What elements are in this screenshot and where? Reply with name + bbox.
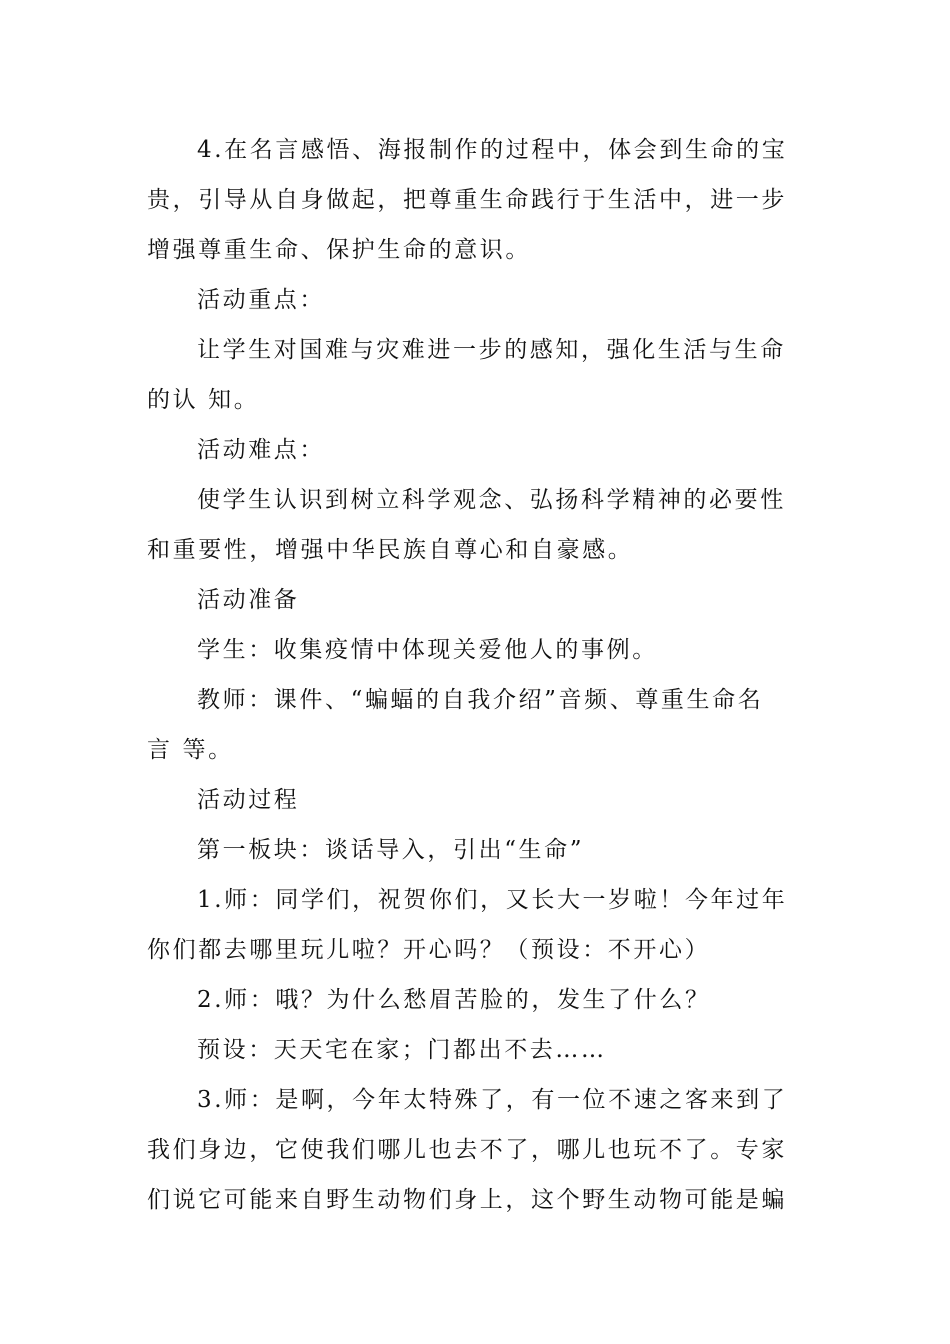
paragraph-teacher-prep-line-2: 言 等。: [147, 737, 234, 763]
paragraph-goal-4-line-2: 贵，引导从自身做起，把尊重生命践行于生活中，进一步: [147, 187, 787, 213]
paragraph-difficulties-line-2: 和重要性，增强中华民族自尊心和自豪感。: [147, 537, 634, 563]
paragraph-step-3-line-2: 我们身边，它使我们哪儿也去不了，哪儿也玩不了。专家: [147, 1137, 787, 1163]
paragraph-step-3-line-3: 们说它可能来自野生动物们身上，这个野生动物可能是蝙: [147, 1187, 787, 1213]
heading-key-points: 活动重点：: [197, 287, 325, 313]
paragraph-student-prep: 学生：收集疫情中体现关爱他人的事例。: [197, 637, 658, 663]
heading-difficulties: 活动难点：: [197, 437, 325, 463]
paragraph-step-1-line-2: 你们都去哪里玩儿啦？开心吗？（预设：不开心）: [147, 937, 711, 963]
paragraph-key-points-line-2: 的认 知。: [147, 387, 260, 413]
paragraph-step-2-preset: 预设：天天宅在家；门都出不去……: [197, 1037, 607, 1063]
paragraph-step-2: 2.师：哦？为什么愁眉苦脸的，发生了什么？: [197, 987, 711, 1013]
heading-section-one: 第一板块：谈话导入，引出“生命”: [197, 837, 585, 863]
paragraph-teacher-prep-line-1: 教师：课件、“蝙蝠的自我介绍”音频、尊重生命名: [197, 687, 764, 713]
paragraph-goal-4-line-1: 4.在名言感悟、海报制作的过程中，体会到生命的宝: [197, 137, 788, 163]
heading-process: 活动过程: [197, 787, 300, 813]
paragraph-step-3-line-1: 3.师：是啊，今年太特殊了，有一位不速之客来到了: [197, 1087, 788, 1113]
paragraph-goal-4-line-3: 增强尊重生命、保护生命的意识。: [147, 237, 531, 263]
heading-preparation: 活动准备: [197, 587, 300, 613]
paragraph-step-1-line-1: 1.师：同学们，祝贺你们，又长大一岁啦！今年过年: [197, 887, 788, 913]
paragraph-difficulties-line-1: 使学生认识到树立科学观念、弘扬科学精神的必要性: [197, 487, 786, 513]
paragraph-key-points-line-1: 让学生对国难与灾难进一步的感知，强化生活与生命: [197, 337, 786, 363]
